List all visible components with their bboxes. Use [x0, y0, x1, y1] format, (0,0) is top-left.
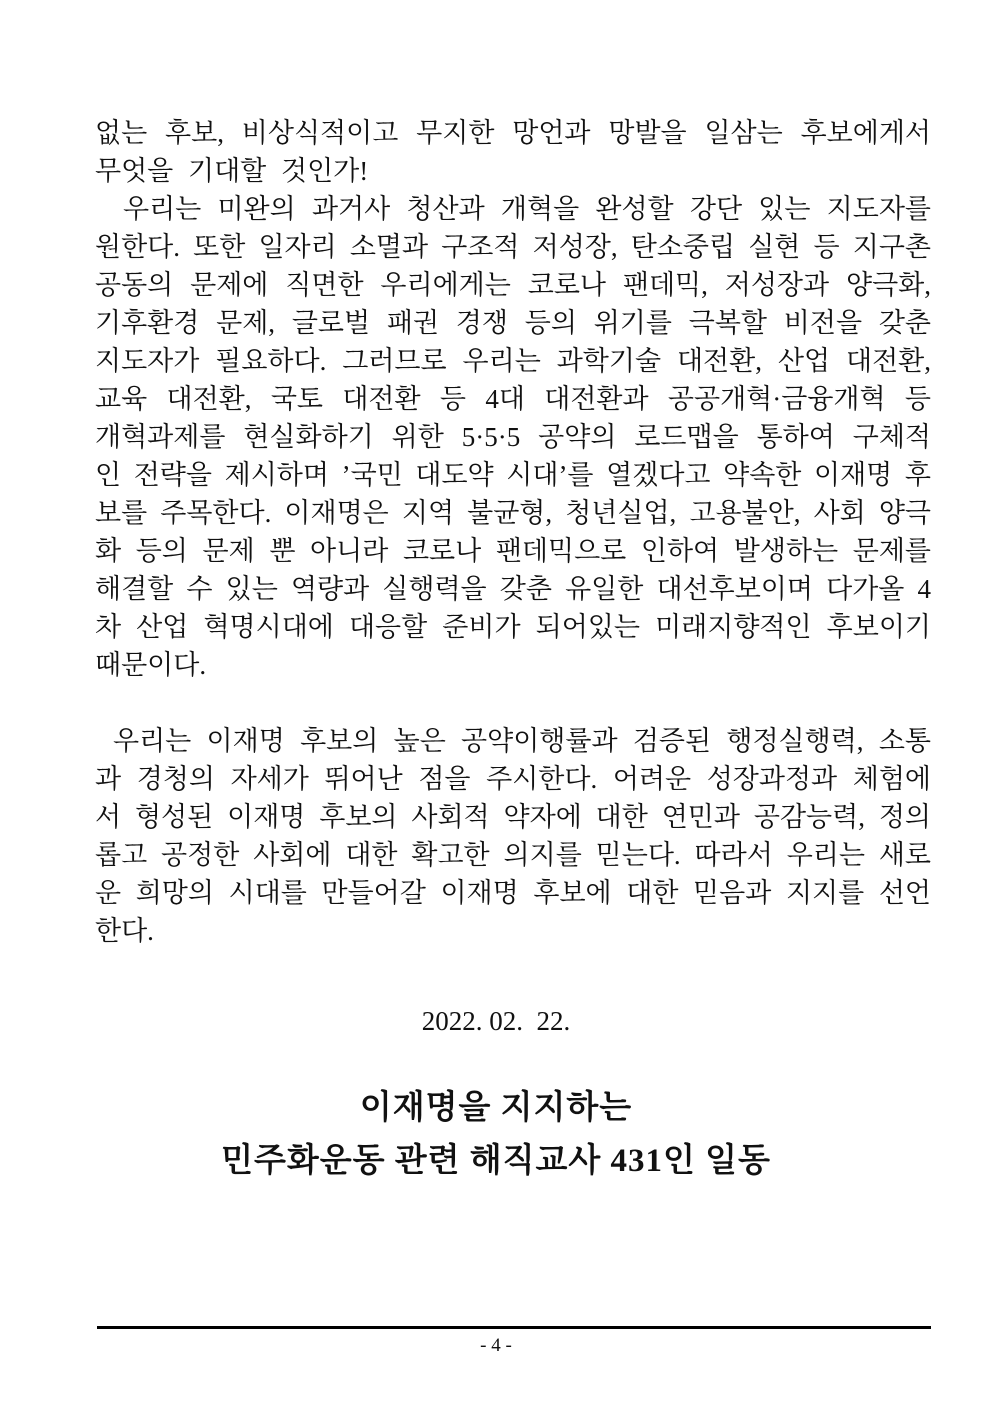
- body-line: 우리는 이재명 후보의 높은 공약이행률과 검증된 행정실행력, 소통: [113, 726, 931, 756]
- statement-date: 2022. 02. 22.: [421, 1006, 571, 1036]
- body-line: 공동의 문제에 직면한 우리에게는 코로나 팬데믹, 저성장과 양극화,: [95, 270, 931, 300]
- body-line: 인 전략을 제시하며 ’국민 대도약 시대’를 열겠다고 약속한 이재명 후: [95, 460, 931, 490]
- signature-line-2: 민주화운동 관련 해직교사 431인 일동: [221, 1143, 771, 1179]
- signature-block: [0, 1082, 992, 1188]
- body-line: 기후환경 문제, 글로벌 패권 경쟁 등의 위기를 극복할 비전을 갖춘: [95, 308, 931, 338]
- body-line: 때문이다.: [95, 650, 207, 680]
- body-line: 원한다. 또한 일자리 소멸과 구조적 저성장, 탄소중립 실현 등 지구촌: [95, 232, 931, 262]
- body-line: 화 등의 문제 뿐 아니라 코로나 팬데믹으로 인하여 발생하는 문제를: [95, 536, 931, 566]
- body-line: 과 경청의 자세가 뛰어난 점을 주시한다. 어려운 성장과정과 체험에: [95, 764, 931, 794]
- body-line: 지도자가 필요하다. 그러므로 우리는 과학기술 대전환, 산업 대전환,: [95, 346, 931, 376]
- page-number: - 4 -: [480, 1335, 512, 1356]
- body-line: 서 형성된 이재명 후보의 사회적 약자에 대한 연민과 공감능력, 정의: [95, 802, 931, 832]
- footer-divider: [97, 1326, 931, 1329]
- body-text-block: [95, 114, 931, 950]
- body-line: 롭고 공정한 사회에 대한 확고한 의지를 믿는다. 따라서 우리는 새로: [95, 840, 931, 870]
- body-line: 운 희망의 시대를 만들어갈 이재명 후보에 대한 믿음과 지지를 선언: [95, 878, 931, 908]
- body-line: 한다.: [95, 916, 154, 946]
- body-line: 차 산업 혁명시대에 대응할 준비가 되어있는 미래지향적인 후보이기: [95, 612, 931, 642]
- body-line: 개혁과제를 현실화하기 위한 5·5·5 공약의 로드맵을 통하여 구체적: [95, 422, 932, 452]
- body-line: 교육 대전환, 국토 대전환 등 4대 대전환과 공공개혁·금융개혁 등: [95, 384, 931, 414]
- body-line: 무엇을 기대할 것인가!: [95, 156, 369, 186]
- paragraph-gap: [95, 684, 931, 722]
- body-line: 보를 주목한다. 이재명은 지역 불균형, 청년실업, 고용불안, 사회 양극: [95, 498, 931, 528]
- signature-line-1: 이재명을 지지하는: [359, 1090, 633, 1126]
- body-line: 없는 후보, 비상식적이고 무지한 망언과 망발을 일삼는 후보에게서: [95, 118, 931, 148]
- body-line: 우리는 미완의 과거사 청산과 개혁을 완성할 강단 있는 지도자를: [123, 194, 931, 224]
- body-line: 해결할 수 있는 역량과 실행력을 갖춘 유일한 대선후보이며 다가올 4: [95, 574, 931, 604]
